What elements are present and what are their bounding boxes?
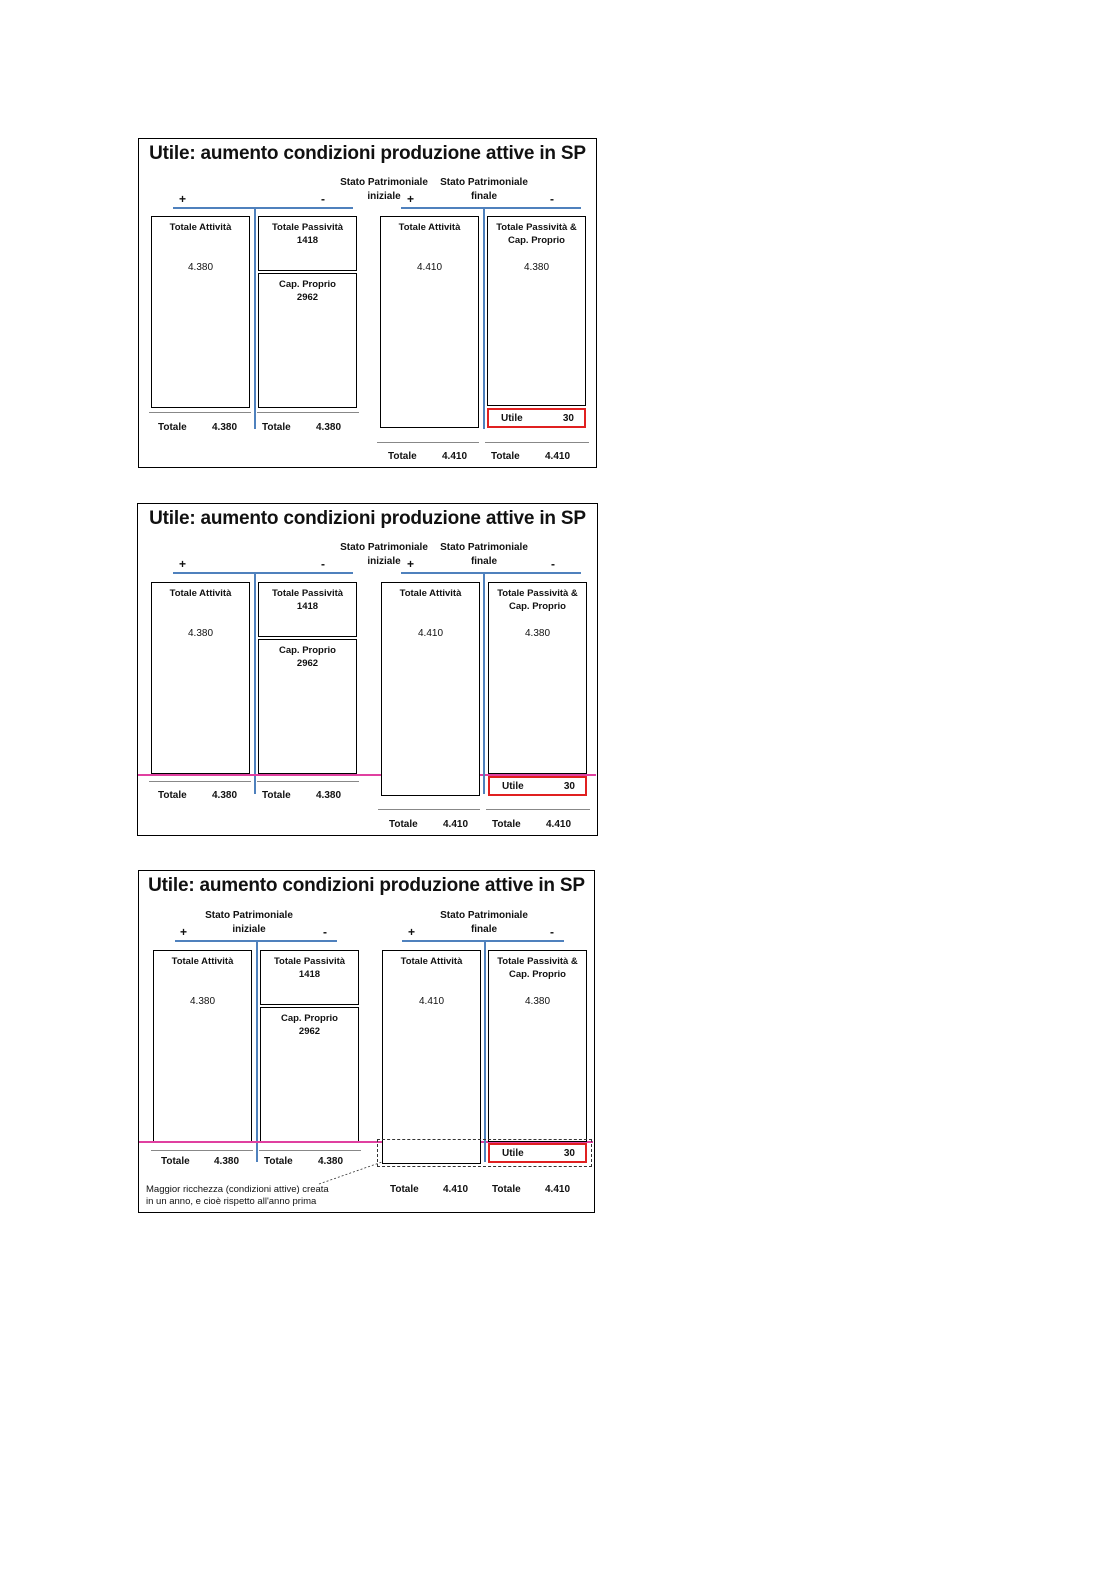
initial-liabilities-box [258, 216, 357, 271]
final-plus: + [408, 925, 416, 939]
initial-plus: + [180, 925, 188, 939]
utile-label: Utile [501, 412, 523, 424]
initial-assets-value: 4.380 [187, 262, 214, 273]
slide-title: Utile: aumento condizioni produzione attive in SP [148, 875, 585, 896]
initial-equity-box [258, 639, 357, 774]
final-axis-h [402, 940, 564, 942]
final-assets-box [380, 216, 479, 428]
initial-assets-box [151, 582, 250, 774]
final-plus: + [407, 192, 415, 206]
initial-total-assets: 4.380 [212, 790, 238, 801]
initial-liabilities-label: Totale Passività 1418 [273, 956, 346, 980]
initial-equity-label: Cap. Proprio 2962 [278, 279, 336, 303]
note-text: Maggior ricchezza (condizioni attive) creata in un anno, e cioè rispetto all'anno prima [146, 1184, 329, 1207]
final-total-right: 4.410 [546, 819, 572, 830]
initial-equity-box [258, 273, 357, 408]
final-assets-value: 4.410 [418, 996, 445, 1007]
final-total-assets: 4.410 [443, 1184, 469, 1195]
final-axis-v [483, 572, 485, 794]
final-total-line-right [486, 809, 590, 810]
final-total-label-left: Totale [390, 1184, 419, 1195]
initial-equity-label: Cap. Proprio 2962 [280, 1013, 338, 1037]
final-right-value: 4.380 [523, 262, 550, 273]
utile-value: 30 [563, 1147, 575, 1159]
initial-total-line-left [149, 781, 251, 782]
slide-title: Utile: aumento condizioni produzione attive in SP [149, 143, 586, 164]
final-plus: + [407, 557, 415, 571]
final-heading: Stato Patrimoniale finale [440, 910, 528, 935]
final-axis-h [401, 207, 581, 209]
initial-total-label-left: Totale [161, 1156, 190, 1167]
final-heading: Stato Patrimoniale finale [440, 542, 528, 567]
initial-axis-v [254, 572, 256, 794]
final-total-label-right: Totale [491, 451, 520, 462]
initial-assets-label: Totale Attività [169, 222, 232, 233]
initial-minus: - [321, 557, 325, 571]
initial-total-label-right: Totale [264, 1156, 293, 1167]
initial-total-label-left: Totale [158, 422, 187, 433]
initial-axis-h [173, 572, 353, 574]
final-assets-label: Totale Attività [400, 956, 463, 967]
initial-minus: - [323, 925, 327, 939]
utile-label: Utile [502, 780, 524, 792]
final-axis-v [484, 940, 486, 1162]
highlight-dashed-box [377, 1139, 592, 1167]
final-total-line-left [378, 809, 480, 810]
initial-total-right: 4.380 [316, 422, 342, 433]
slide-1 [138, 138, 597, 468]
final-total-label-right: Totale [492, 819, 521, 830]
final-assets-label: Totale Attività [399, 588, 462, 599]
slide-3 [138, 870, 595, 1213]
initial-assets-box [151, 216, 250, 408]
final-total-label-right: Totale [492, 1184, 521, 1195]
initial-liabilities-box [258, 582, 357, 637]
initial-total-right: 4.380 [316, 790, 342, 801]
final-minus: - [551, 557, 555, 571]
initial-liabilities-label: Totale Passività 1418 [271, 588, 344, 612]
utile-value: 30 [563, 780, 575, 792]
initial-assets-value: 4.380 [189, 996, 216, 1007]
final-heading: Stato Patrimoniale finale [440, 177, 528, 202]
final-assets-value: 4.410 [416, 262, 443, 273]
final-assets-box [381, 582, 480, 796]
utile-box [487, 408, 586, 428]
initial-axis-h [173, 207, 353, 209]
initial-total-label-right: Totale [262, 422, 291, 433]
initial-heading: Stato Patrimoniale iniziale [340, 542, 428, 567]
final-right-value: 4.380 [524, 996, 551, 1007]
initial-heading: Stato Patrimoniale iniziale [340, 177, 428, 202]
final-total-label-left: Totale [389, 819, 418, 830]
initial-total-assets: 4.380 [214, 1156, 240, 1167]
initial-assets-label: Totale Attività [171, 956, 234, 967]
final-right-label: Totale Passività & Cap. Proprio [497, 956, 578, 980]
final-total-assets: 4.410 [443, 819, 469, 830]
final-assets-label: Totale Attività [398, 222, 461, 233]
initial-total-label-left: Totale [158, 790, 187, 801]
final-right-label: Totale Passività & Cap. Proprio [496, 222, 577, 246]
initial-total-line-right [257, 412, 359, 413]
initial-axis-v [254, 207, 256, 429]
initial-total-line-left [149, 412, 251, 413]
final-axis-v [483, 207, 485, 429]
final-right-box [488, 950, 587, 1142]
initial-equity-label: Cap. Proprio 2962 [278, 645, 336, 669]
initial-plus: + [179, 192, 187, 206]
initial-assets-value: 4.380 [187, 628, 214, 639]
initial-minus: - [321, 192, 325, 206]
final-right-box [487, 216, 586, 406]
final-right-box [488, 582, 587, 774]
initial-total-line-right [257, 781, 359, 782]
final-assets-value: 4.410 [417, 628, 444, 639]
final-total-line-right [485, 442, 589, 443]
initial-total-label-right: Totale [262, 790, 291, 801]
final-minus: - [550, 192, 554, 206]
slide-2 [137, 503, 598, 836]
utile-label: Utile [502, 1147, 524, 1159]
initial-liabilities-label: Totale Passività 1418 [271, 222, 344, 246]
final-right-label: Totale Passività & Cap. Proprio [497, 588, 578, 612]
final-total-assets: 4.410 [442, 451, 468, 462]
initial-total-assets: 4.380 [212, 422, 238, 433]
final-total-line-left [377, 442, 479, 443]
final-total-right: 4.410 [545, 1184, 571, 1195]
initial-plus: + [179, 557, 187, 571]
final-total-label-left: Totale [388, 451, 417, 462]
initial-assets-label: Totale Attività [169, 588, 232, 599]
slide-title: Utile: aumento condizioni produzione attive in SP [149, 508, 586, 529]
utile-value: 30 [562, 412, 574, 424]
initial-total-right: 4.380 [318, 1156, 344, 1167]
final-total-right: 4.410 [545, 451, 571, 462]
final-axis-h [401, 572, 581, 574]
final-right-value: 4.380 [524, 628, 551, 639]
final-assets-box [382, 950, 481, 1164]
utile-box [488, 776, 587, 796]
initial-heading: Stato Patrimoniale iniziale [205, 910, 293, 935]
final-minus: - [550, 925, 554, 939]
